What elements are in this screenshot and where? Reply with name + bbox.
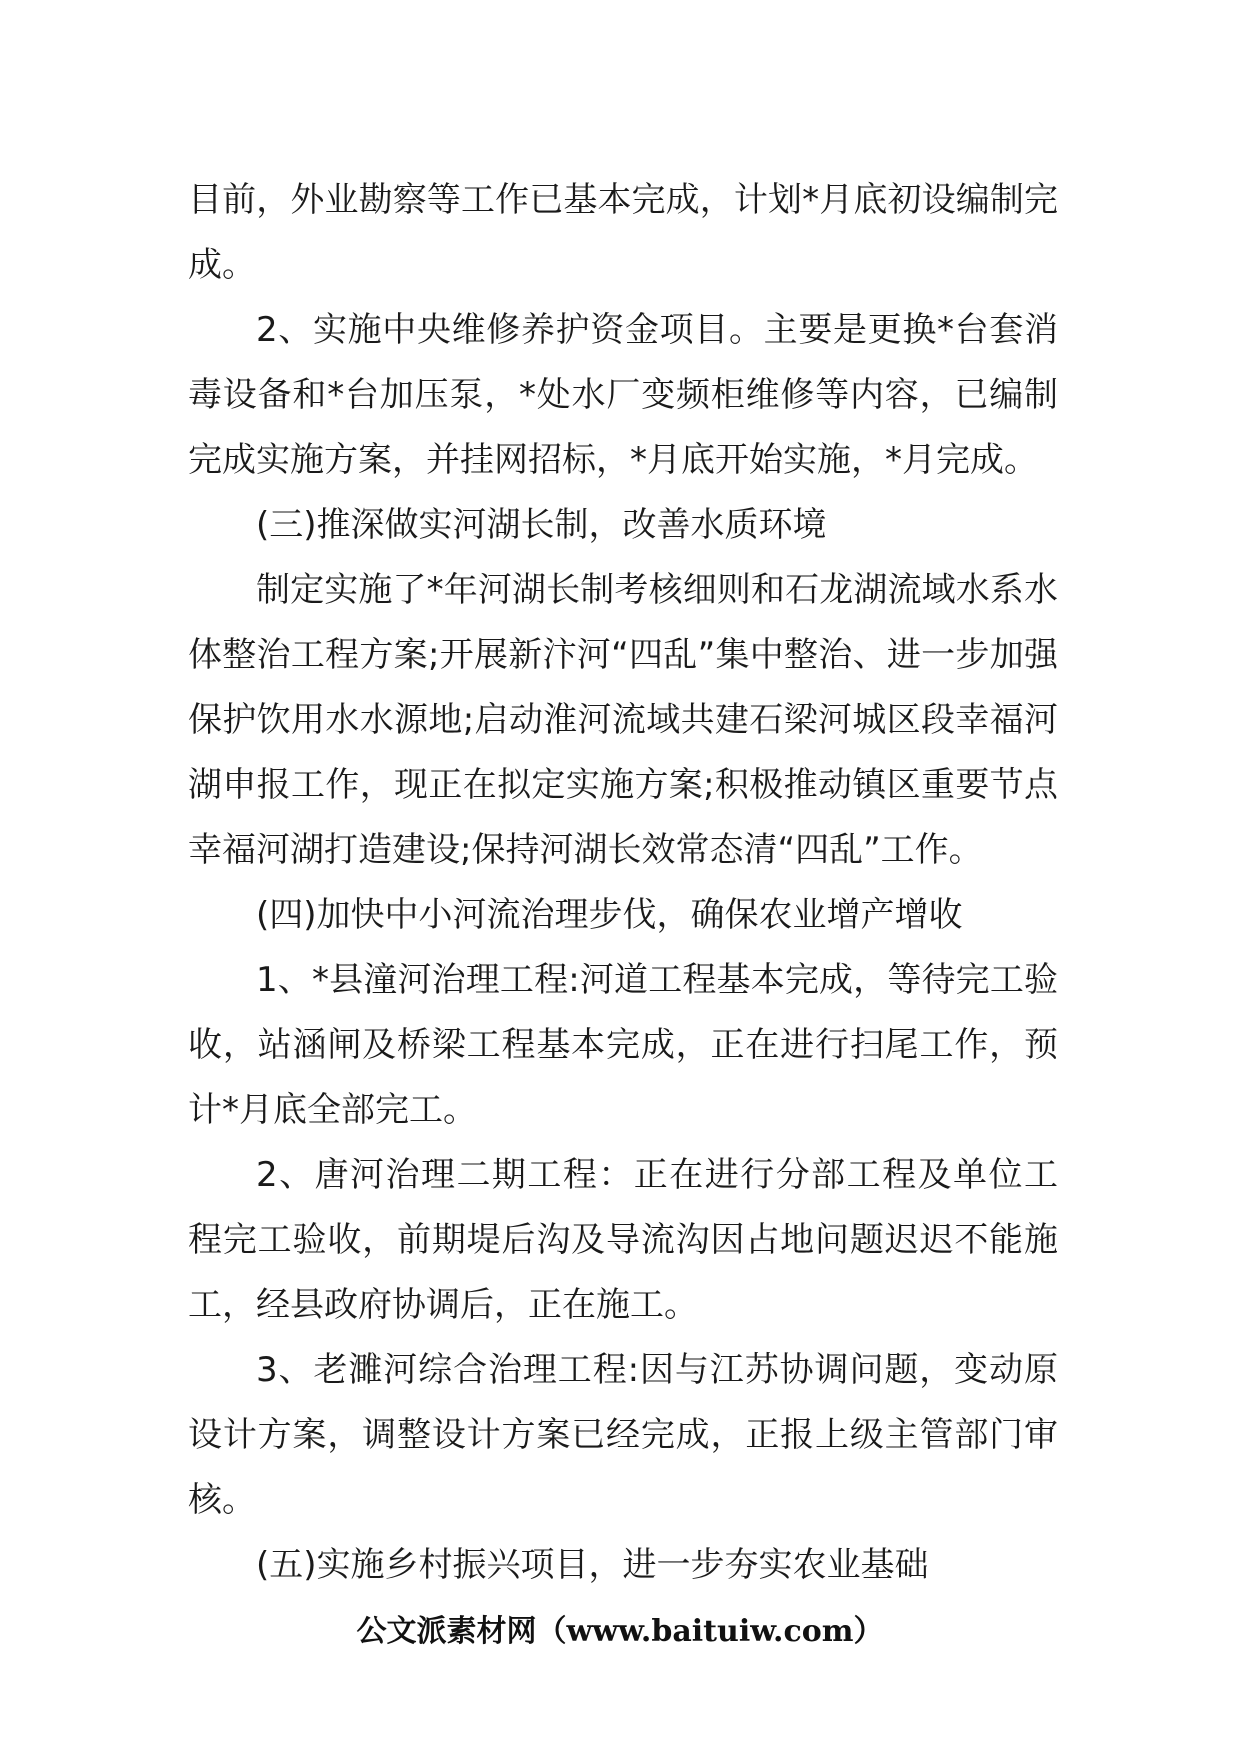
paragraph-item-2-tang-river: 2、唐河治理二期工程：正在进行分部工程及单位工程完工验收，前期堤后沟及导流沟因占地问题迟迟不能施工，经县政府协调后，正在施工。 bbox=[188, 1155, 1058, 1325]
section-heading-3: (三)推深做实河湖长制，改善水质环境 bbox=[256, 505, 827, 545]
paragraph-river-chief-system: 制定实施了*年河湖长制考核细则和石龙湖流域水系水体整治工程方案;开展新汴河“四乱”集中整治、进一步加强保护饮用水水源地;启动淮河流域共建石梁河城区段幸福河湖申报工作，现正在拟定实施方案;积极推动镇区重要节点幸福河湖打造建设;保持河湖长效常态清“四乱”工作。 bbox=[188, 570, 1059, 870]
paragraph-item-2-maintenance-funds: 2、实施中央维修养护资金项目。主要是更换*台套消毒设备和*台加压泵，*处水厂变频柜维修等内容，已编制完成实施方案，并挂网招标，*月底开始实施，*月完成。 bbox=[188, 310, 1058, 480]
document-body bbox=[188, 168, 1058, 1598]
section-heading-5: (五)实施乡村振兴项目，进一步夯实农业基础 bbox=[256, 1545, 929, 1585]
paragraph-item-3-sui-river: 3、老濉河综合治理工程:因与江苏协调问题，变动原设计方案，调整设计方案已经完成，正报上级主管部门审核。 bbox=[188, 1350, 1058, 1520]
paragraph-continuation: 目前，外业勘察等工作已基本完成，计划*月底初设编制完成。 bbox=[188, 180, 1058, 285]
section-heading-4: (四)加快中小河流治理步伐，确保农业增产增收 bbox=[256, 895, 963, 935]
paragraph-item-1-tong-river: 1、*县潼河治理工程:河道工程基本完成，等待完工验收，站涵闸及桥梁工程基本完成，正在进行扫尾工作，预计*月底全部完工。 bbox=[188, 960, 1058, 1130]
footer-watermark-text: 公文派素材网（www.baituiw.com） bbox=[356, 1614, 884, 1649]
